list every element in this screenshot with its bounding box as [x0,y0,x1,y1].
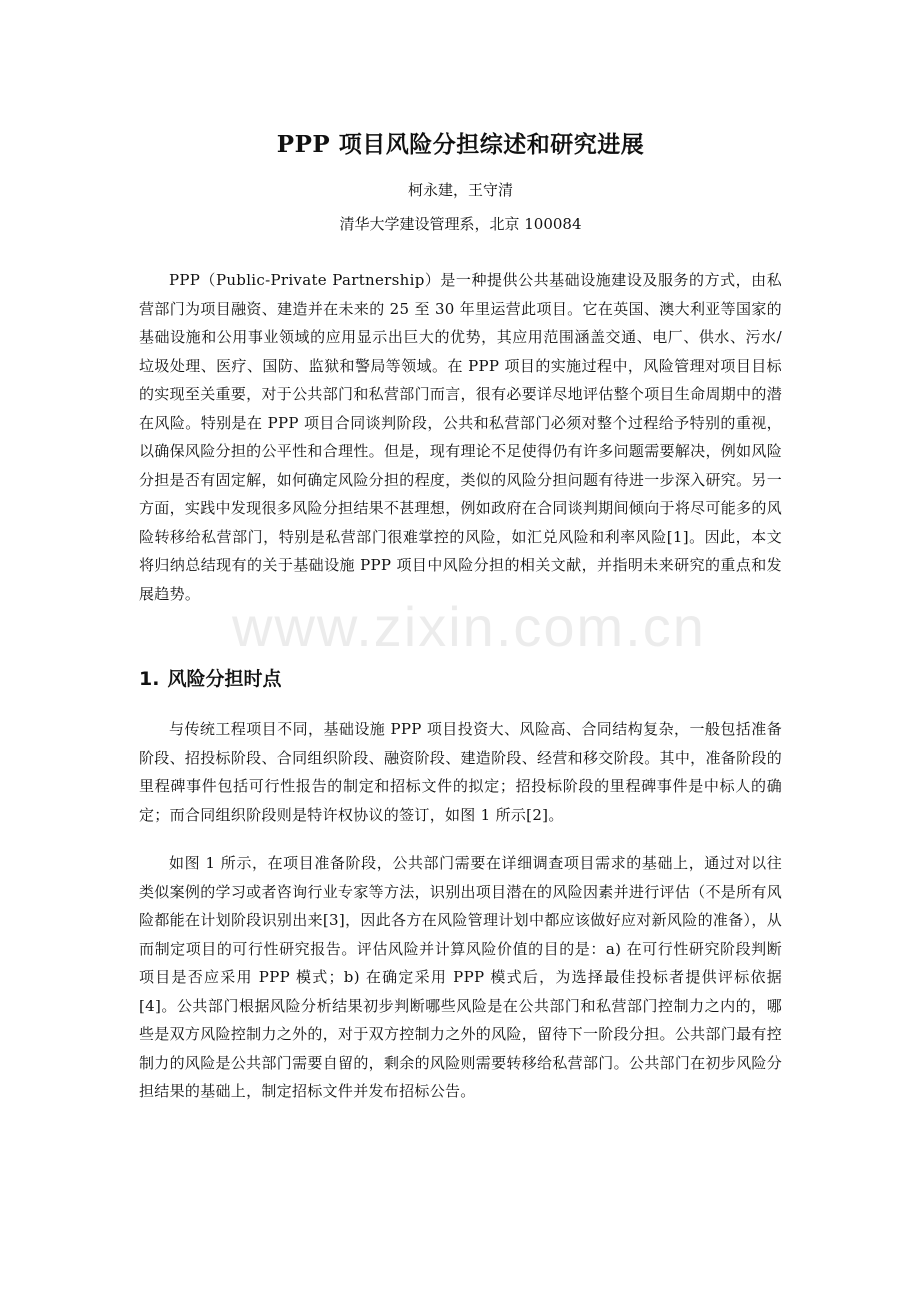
section-paragraph-2: 如图 1 所示，在项目准备阶段，公共部门需要在详细调查项目需求的基础上，通过对以往类似案例的学习或者咨询行业专家等方法，识别出项目潜在的风险因素并进行评估（不是所有风险都能在计划阶段识别出来[3]，因此各方在风险管理计划中都应该做好应对新风险的准备），从而制定项目的可行性研究报告。评估风险并计算风险价值的目的是：a) 在可行性研究阶段判断项目是否应采用 PPP 模式；b) 在确定采用 PPP 模式后，为选择最佳投标者提供评标依据[4]。公共部门根据风险分析结果初步判断哪些风险是在公共部门和私营部门控制力之内的，哪些是双方风险控制力之外的，对于双方控制力之外的风险，留待下一阶段分担。公共部门最有控制力的风险是公共部门需要自留的，剩余的风险则需要转移给私营部门。公共部门在初步风险分担结果的基础上，制定招标文件并发布招标公告。 [139,854,782,1100]
affiliation: 清华大学建设管理系，北京 100084 [339,215,582,233]
watermark: www.zixin.com.cn [232,595,706,658]
section-paragraph-1: 与传统工程项目不同，基础设施 PPP 项目投资大、风险高、合同结构复杂，一般包括准备阶段、招投标阶段、合同组织阶段、融资阶段、建造阶段、经营和移交阶段。其中，准备阶段的里程碑事件包括可行性报告的制定和招标文件的拟定；招投标阶段的里程碑事件是中标人的确定；而合同组织阶段则是特许权协议的签订，如图 1 所示[2]。 [139,720,782,824]
intro-paragraph: PPP（Public-Private Partnership）是一种提供公共基础设施建设及服务的方式，由私营部门为项目融资、建造并在未来的 25 至 30 年里运营此项目。它在英国、澳大利亚等国家的基础设施和公用事业领域的应用显示出巨大的优势，其应用范围涵盖交通、电厂、供水、污水/垃圾处理、医疗、国防、监狱和警局等领域。在 PPP 项目的实施过程中，风险管理对项目目标的实现至关重要，对于公共部门和私营部门而言，很有必要详尽地评估整个项目生命周期中的潜在风险。特别是在 PPP 项目合同谈判阶段，公共和私营部门必须对整个过程给予特别的重视，以确保风险分担的公平性和合理性。但是，现有理论不足使得仍有许多问题需要解决，例如风险分担是否有固定解，如何确定风险分担的程度，类似的风险分担问题有待进一步深入研究。另一方面，实践中发现很多风险分担结果不甚理想，例如政府在合同谈判期间倾向于将尽可能多的风险转移给私营部门，特别是私营部门很难掌控的风险，如汇兑风险和利率风险[1]。因此，本文将归纳总结现有的关于基础设施 PPP 项目中风险分担的相关文献，并指明未来研究的重点和发展趋势。 [139,271,782,603]
section-title: 风险分担时点 [167,668,282,690]
authors: 柯永建，王守清 [407,181,513,199]
section-heading [139,664,281,691]
document-title: PPP 项目风险分担综述和研究进展 [276,131,645,158]
section-number: 1. [139,668,160,690]
